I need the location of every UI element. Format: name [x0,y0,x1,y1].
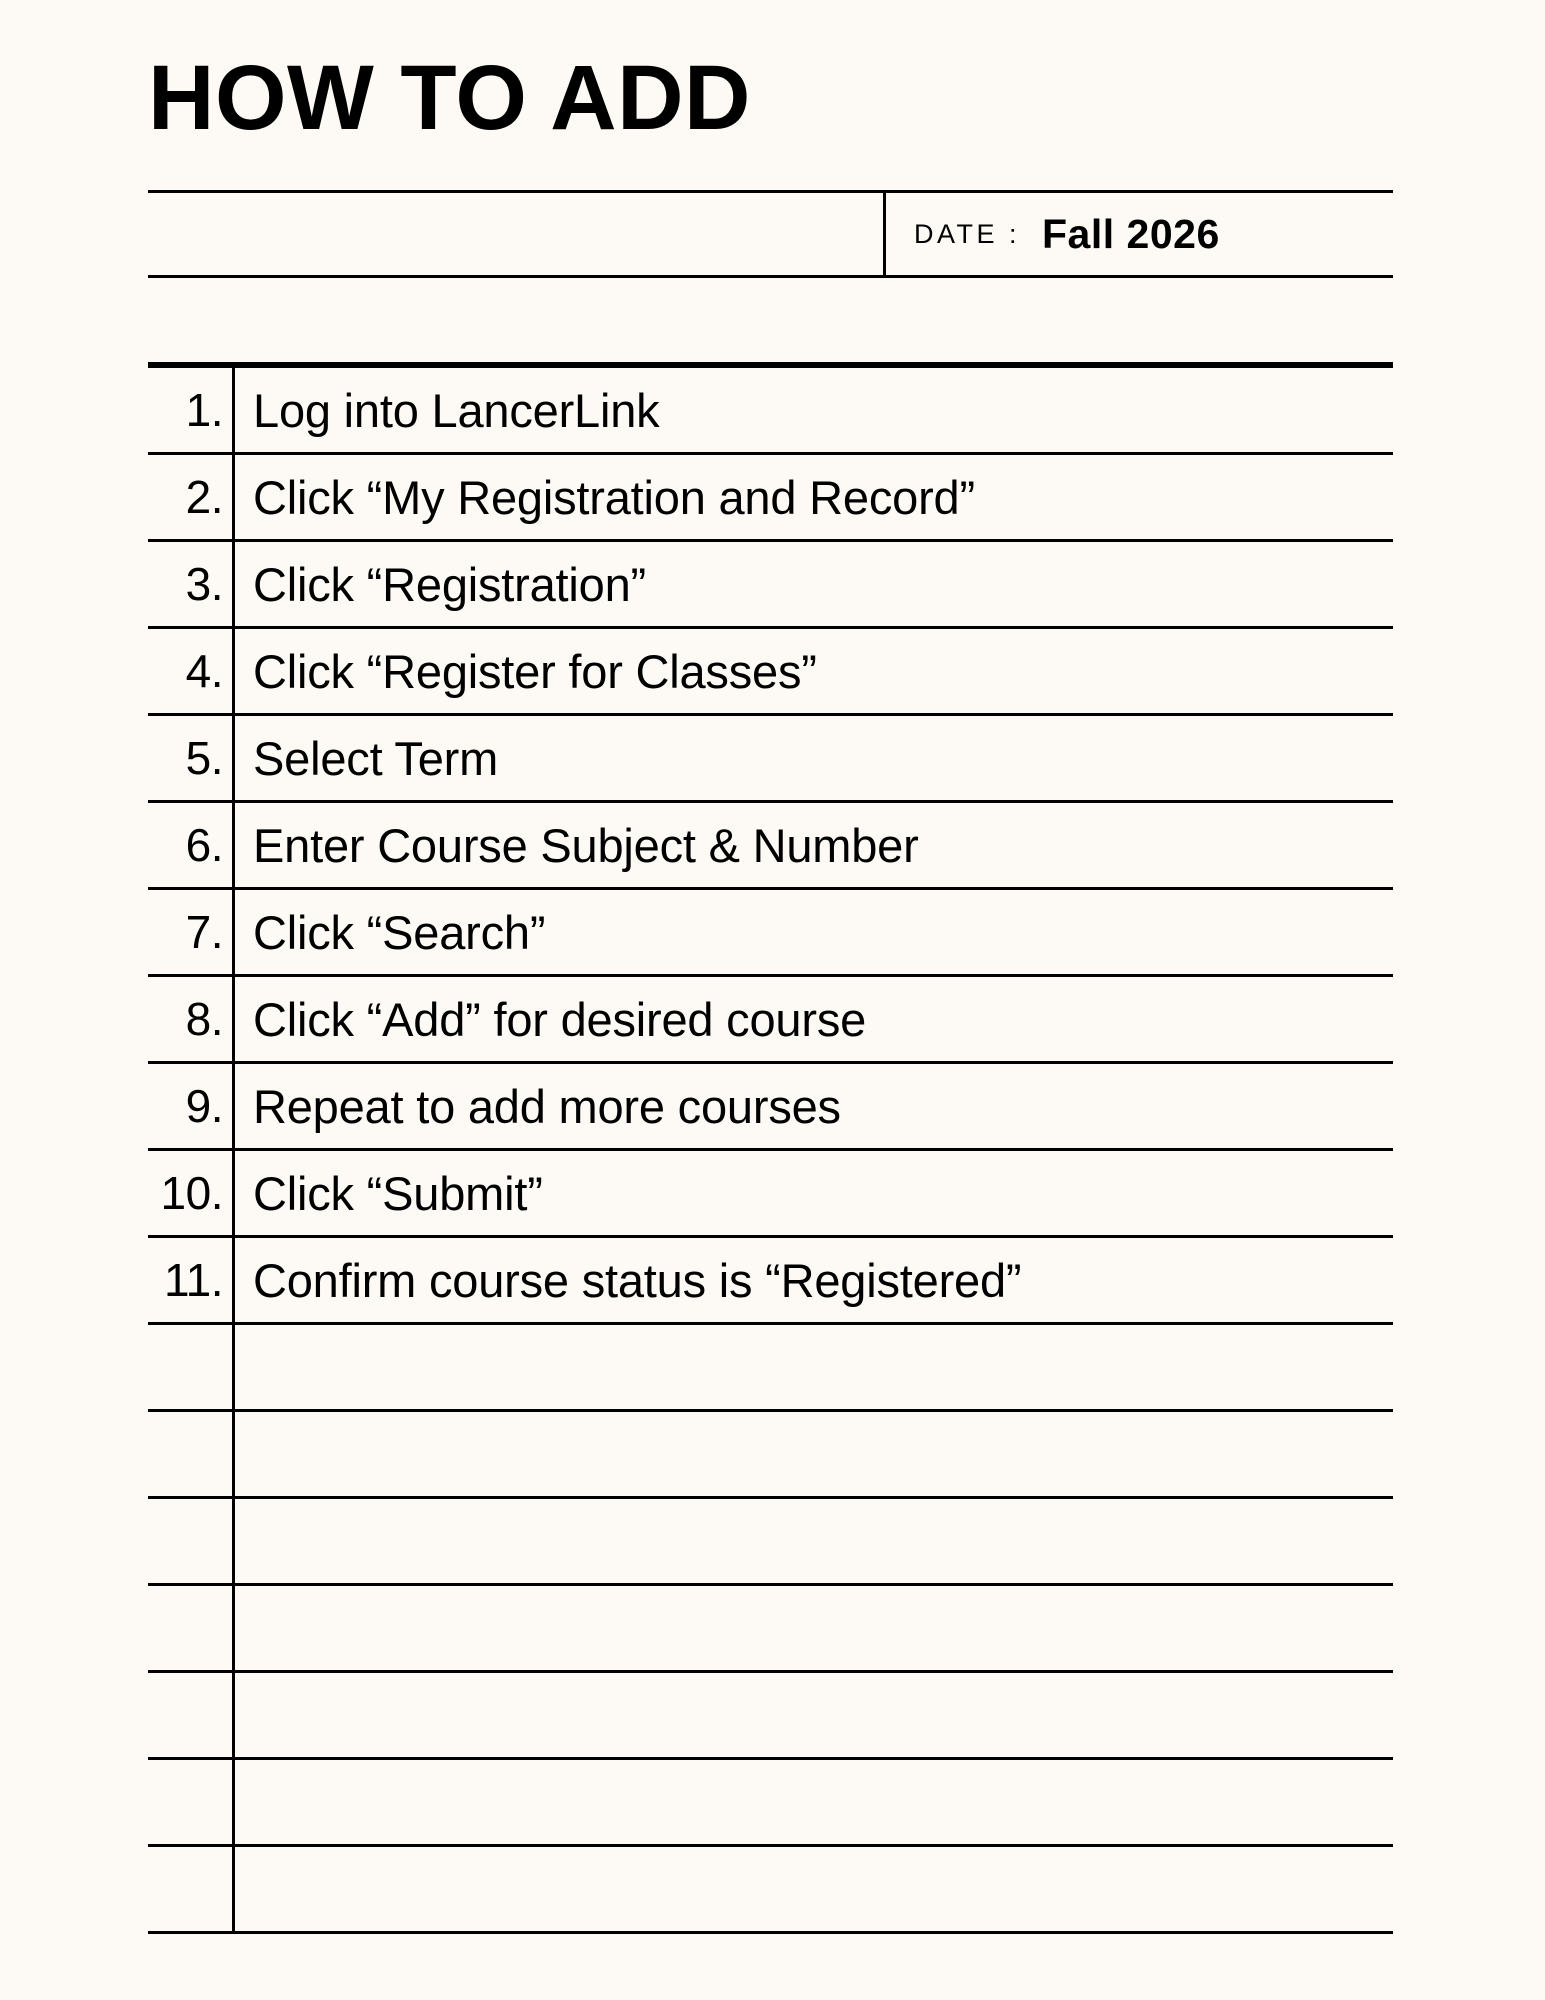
row-number: 1. [185,384,223,436]
row-number [148,1760,232,1844]
row-number [148,1499,232,1583]
row-text-blank[interactable] [235,1412,1393,1496]
row-text[interactable]: Confirm course status is “Registered” [253,1253,1022,1307]
table-row-blank[interactable] [148,1412,1393,1499]
row-number: 8. [185,993,223,1045]
table-row-blank[interactable] [148,1847,1393,1934]
row-number [148,1847,232,1931]
date-value[interactable]: Fall 2026 [1042,210,1220,257]
row-text[interactable]: Repeat to add more courses [253,1079,841,1133]
header-blank-cell [148,193,883,275]
row-text-blank[interactable] [235,1847,1393,1931]
row-number: 6. [185,819,223,871]
table-row[interactable] [148,803,1393,890]
checklist-rows [148,368,1393,1934]
page-title-container [148,47,1398,149]
row-number [148,1412,232,1496]
row-number [148,1673,232,1757]
header-block [148,190,1393,278]
row-text[interactable]: Click “Register for Classes” [253,644,817,698]
row-text[interactable]: Log into LancerLink [253,383,660,437]
table-row-blank[interactable] [148,1760,1393,1847]
table-row[interactable] [148,368,1393,455]
row-number: 5. [185,732,223,784]
row-number: 9. [185,1080,223,1132]
table-row[interactable] [148,1151,1393,1238]
row-text[interactable]: Select Term [253,731,499,785]
row-text-blank[interactable] [235,1586,1393,1670]
row-number: 10. [160,1167,223,1219]
row-text-blank[interactable] [235,1325,1393,1409]
table-row-blank[interactable] [148,1673,1393,1760]
date-label: DATE : [914,218,1021,249]
row-text[interactable]: Click “Search” [253,905,546,959]
header-bottom-rule [148,275,1393,278]
row-text[interactable]: Click “My Registration and Record” [253,470,975,524]
table-row[interactable] [148,542,1393,629]
header-row [148,193,1393,275]
checklist-table [148,362,1393,1934]
table-row[interactable] [148,890,1393,977]
row-number: 2. [185,471,223,523]
table-row-blank[interactable] [148,1325,1393,1412]
table-row[interactable] [148,977,1393,1064]
row-number: 3. [185,558,223,610]
row-text-blank[interactable] [235,1673,1393,1757]
date-field[interactable] [883,193,1393,275]
row-text-blank[interactable] [235,1760,1393,1844]
page-title: HOW TO ADD [148,47,751,149]
table-row-blank[interactable] [148,1586,1393,1673]
row-text[interactable]: Click “Submit” [253,1166,543,1220]
table-row[interactable] [148,629,1393,716]
table-row-blank[interactable] [148,1499,1393,1586]
row-number [148,1586,232,1670]
row-text[interactable]: Enter Course Subject & Number [253,818,919,872]
row-number: 11. [163,1254,223,1306]
row-text[interactable]: Click “Add” for desired course [253,992,867,1046]
table-row[interactable] [148,1238,1393,1325]
table-row[interactable] [148,716,1393,803]
row-text-blank[interactable] [235,1499,1393,1583]
row-number: 7. [185,906,223,958]
table-row[interactable] [148,455,1393,542]
table-row[interactable] [148,1064,1393,1151]
row-number: 4. [185,645,223,697]
row-number [148,1325,232,1409]
row-text[interactable]: Click “Registration” [253,557,646,611]
